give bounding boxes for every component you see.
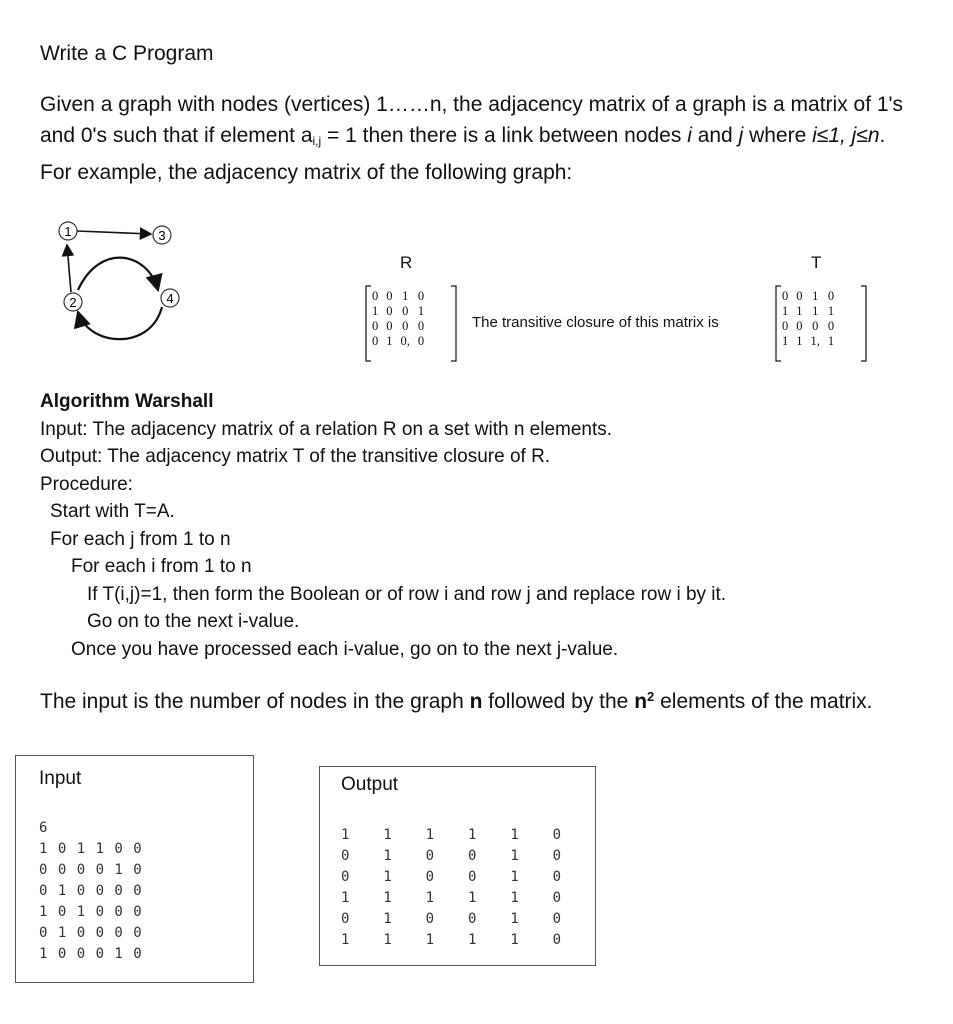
output-row: 1 1 1 1 1 0 xyxy=(341,932,562,948)
input-line: 1 0 0 0 1 0 xyxy=(39,946,143,962)
output-matrix xyxy=(341,825,595,951)
output-box-title: Output xyxy=(341,774,399,795)
edge-4-2 xyxy=(78,307,162,339)
output-row: 1 1 1 1 1 0 xyxy=(341,827,562,843)
note-text-2: followed by the xyxy=(482,690,635,713)
algorithm-step-next-j: Once you have processed each i-value, go on to the next j-value. xyxy=(71,638,619,660)
algorithm-output: Output: The adjacency matrix T of the transitive closure of R. xyxy=(40,446,551,467)
node-1 xyxy=(59,222,77,240)
algorithm-procedure: Procedure: xyxy=(40,473,133,495)
output-row: 0 1 0 0 1 0 xyxy=(341,848,562,864)
intro-text-3: . For example, the adjacency matrix of the following graph: xyxy=(40,124,886,184)
input-line: 1 0 1 1 0 0 xyxy=(39,841,143,857)
edge-2-1 xyxy=(67,245,71,292)
note-text-1: The input is the number of nodes in the graph xyxy=(40,690,470,713)
intro-and: and xyxy=(691,124,739,147)
intro-text-2: = 1 then there is a link between nodes xyxy=(321,124,688,147)
input-line: 0 0 0 0 1 0 xyxy=(39,862,143,878)
output-box xyxy=(319,766,596,966)
matrix-t xyxy=(778,289,838,349)
intro-condition: i≤1, j≤n xyxy=(812,124,880,147)
output-row: 1 1 1 1 1 0 xyxy=(341,890,562,906)
node-3-label: 3 xyxy=(158,228,166,243)
input-description xyxy=(40,686,920,717)
algorithm-step-for-i: For each i from 1 to n xyxy=(71,556,252,577)
intro-var-j: j xyxy=(738,124,744,147)
intro-where: where xyxy=(743,124,807,147)
edge-1-3 xyxy=(77,231,151,234)
input-line: 6 xyxy=(39,820,49,836)
input-line: 1 0 1 0 0 0 xyxy=(39,904,143,920)
node-2 xyxy=(64,293,82,311)
matrix-r-row: 0 0 1 0 xyxy=(372,289,425,303)
algorithm-step-if: If T(i,j)=1, then form the Boolean or of row i and row j and replace row i by it. xyxy=(87,583,727,605)
algorithm-heading: Algorithm Warshall xyxy=(40,391,214,412)
note-text-3: elements of the matrix. xyxy=(654,690,873,713)
note-n-squared: $n^2$ xyxy=(634,689,655,713)
page-title: Write a C Program xyxy=(40,42,214,65)
matrix-r-row: 0 0 0 0 xyxy=(372,319,425,333)
output-row: 0 1 0 0 1 0 xyxy=(341,869,562,885)
node-1-label: 1 xyxy=(64,224,72,239)
algorithm-step-start: Start with T=A. xyxy=(50,501,175,522)
input-lines xyxy=(39,818,143,965)
closure-caption: The transitive closure of this matrix is xyxy=(472,314,719,331)
intro-subscript: i,j xyxy=(312,134,322,148)
edge-2-4 xyxy=(78,258,158,290)
node-2-label: 2 xyxy=(69,295,77,310)
matrix-t-label: T xyxy=(811,253,822,272)
algorithm-input: Input: The adjacency matrix of a relation R on a set with n elements. xyxy=(40,418,613,440)
input-box xyxy=(15,755,254,983)
matrix-t-row: 1 1 1 1 xyxy=(782,304,835,318)
note-n: n xyxy=(469,690,483,713)
matrix-r xyxy=(368,289,428,349)
matrix-r-label: R xyxy=(400,253,413,272)
graph-diagram xyxy=(40,210,200,350)
matrix-t-row: 1 1 1, 1 xyxy=(782,334,835,348)
algorithm-section xyxy=(40,388,726,663)
node-3 xyxy=(153,226,171,244)
matrix-t-row: 0 0 1 0 xyxy=(782,289,835,303)
matrix-r-row: 1 0 0 1 xyxy=(372,304,425,318)
matrix-r-row: 0 1 0, 0 xyxy=(372,334,425,348)
input-line: 0 1 0 0 0 0 xyxy=(39,883,143,899)
algorithm-step-for-j: For each j from 1 to n xyxy=(50,528,231,550)
algorithm-step-next-i: Go on to the next i-value. xyxy=(87,611,300,632)
intro-var-i: i xyxy=(687,124,692,147)
matrix-t-row: 0 0 0 0 xyxy=(782,319,835,333)
input-box-title: Input xyxy=(39,768,82,789)
intro-text-1: Given a graph with nodes (vertices) 1……n, the adjacency matrix of a graph is a matrix of 1's and 0's such that if element a xyxy=(40,93,904,147)
output-row: 0 1 0 0 1 0 xyxy=(341,911,562,927)
intro-paragraph xyxy=(40,89,920,188)
node-4 xyxy=(161,289,179,307)
node-4-label: 4 xyxy=(166,291,174,306)
input-line: 0 1 0 0 0 0 xyxy=(39,925,143,941)
